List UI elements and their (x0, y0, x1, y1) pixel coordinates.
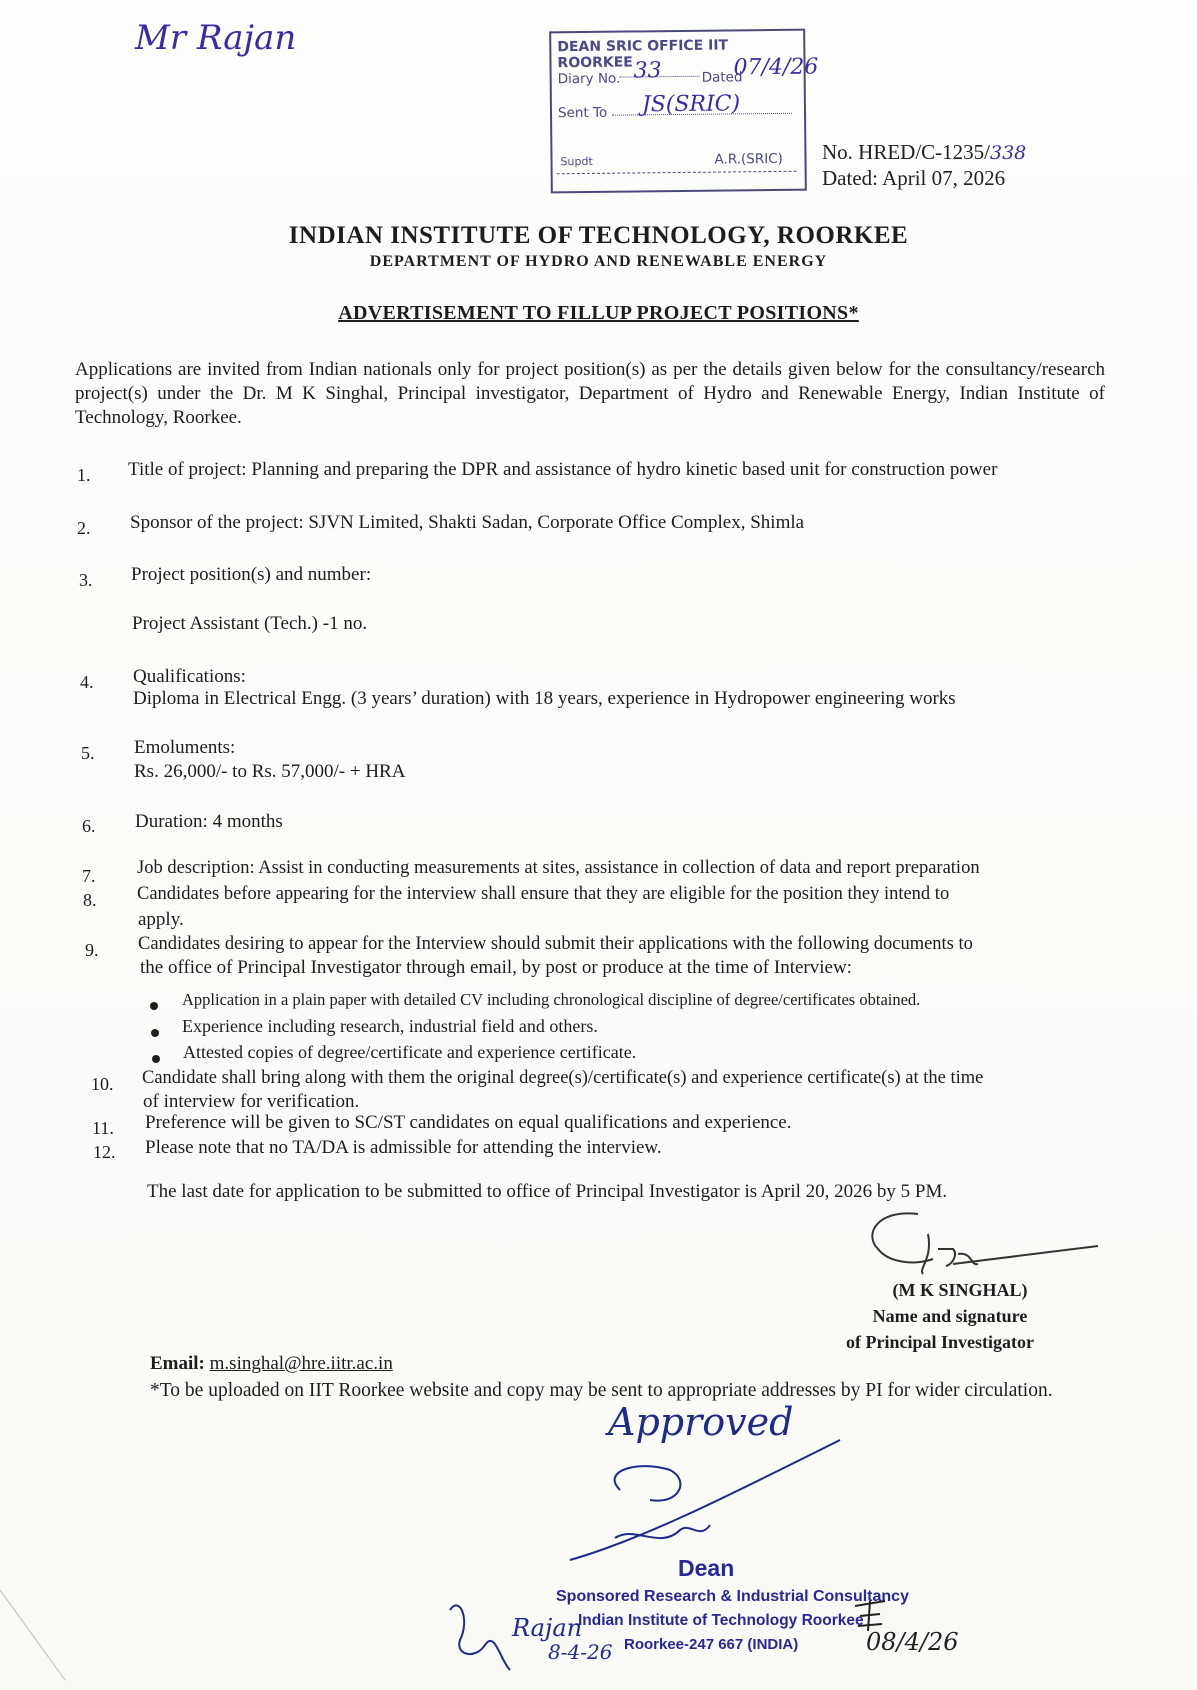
stamp-right-sign: A.R.(SRIC) (714, 150, 783, 168)
item-text: Please note that no TA/DA is admissible for attending the interview. (145, 1137, 662, 1158)
item-number: 7. (82, 866, 96, 886)
dean-office-line: Sponsored Research & Industrial Consultancy (556, 1588, 909, 1605)
page-fold-mark (0, 1580, 70, 1690)
dean-institute-line: Indian Institute of Technology Roorkee (578, 1612, 864, 1629)
institute-name: INDIAN INSTITUTE OF TECHNOLOGY, ROORKEE (288, 222, 909, 249)
item-number: 8. (83, 890, 97, 910)
item-text: Preference will be given to SC/ST candidates on equal qualifications and experience. (145, 1112, 792, 1133)
pi-signature-image (858, 1204, 1108, 1284)
item-text: Candidates desiring to appear for the Interview should submit their applications with the following documents to (138, 934, 973, 954)
stamp-left-sign: Supdt (560, 154, 593, 169)
bottom-left-date: 8-4-26 (548, 1640, 613, 1664)
department-name: DEPARTMENT OF HYDRO AND RENEWABLE ENERGY (369, 253, 828, 270)
item-subtext: Project Assistant (Tech.) -1 no. (132, 613, 368, 634)
pi-signature-label: Name and signature (872, 1306, 1028, 1326)
bottom-left-signature: Rajan (512, 1614, 583, 1642)
dean-address-line: Roorkee-247 667 (INDIA) (624, 1636, 799, 1653)
item-text: Sponsor of the project: SJVN Limited, Shakti Sadan, Corporate Office Complex, Shimla (130, 512, 805, 533)
diary-stamp (549, 29, 819, 194)
email-line (150, 1352, 393, 1376)
item-text: Qualifications: (133, 666, 246, 687)
item-number: 4. (80, 672, 94, 692)
handwritten-note: Mr Rajan (135, 18, 297, 58)
pi-name: (M K SINGHAL) (892, 1280, 1028, 1300)
stamp-diary-no: 33 (633, 58, 662, 84)
dean-title: Dean (678, 1555, 735, 1581)
item-subtext: Diploma in Electrical Engg. (3 years’ duration) with 18 years, experience in Hydropower engineering works (133, 688, 956, 709)
bottom-right-scribble (850, 1596, 890, 1636)
advertisement-title: ADVERTISEMENT TO FILLUP PROJECT POSITIONS* (338, 302, 859, 324)
item-number: 6. (82, 816, 96, 836)
last-date-note: The last date for application to be submitted to office of Principal Investigator is April 20, 2026 by 5 PM. (147, 1181, 948, 1202)
item-number: 3. (79, 570, 93, 590)
item-text: Duration: 4 months (135, 811, 283, 832)
item-text-continued: apply. (138, 909, 184, 930)
item-number: 2. (77, 518, 91, 538)
item-text: Project position(s) and number: (131, 564, 372, 585)
bullet-dot (151, 1029, 159, 1037)
item-number: 10. (91, 1074, 114, 1094)
item-number: 9. (85, 940, 99, 960)
bullet-text: Experience including research, industrial field and others. (182, 1016, 598, 1036)
stamp-diary-label: Diary No. (557, 70, 621, 88)
stamp-sent-value: JS(SRIC) (641, 91, 741, 118)
footnote: *To be uploaded on IIT Roorkee website and copy may be sent to appropriate addresses by PI for wider circulation. (150, 1380, 1053, 1401)
item-text: Title of project: Planning and preparing the DPR and assistance of hydro kinetic based unit for construction power (128, 459, 998, 480)
item-text-continued: of interview for verification. (143, 1091, 360, 1112)
item-text: Candidates before appearing for the interview shall ensure that they are eligible for the position they intend to (137, 884, 950, 904)
item-subtext: Rs. 26,000/- to Rs. 57,000/- + HRA (134, 761, 406, 782)
item-text: Emoluments: (134, 737, 236, 758)
item-number: 1. (77, 465, 91, 485)
reference-number: No. HRED/C-1235/338 (822, 140, 1027, 164)
email-label: Email: (150, 1353, 205, 1374)
reference-date: Dated: April 07, 2026 (822, 166, 1006, 190)
item-number: 5. (81, 743, 95, 763)
stamp-sent-label: Sent To (557, 104, 608, 122)
item-text-continued: the office of Principal Investigator through email, by post or produce at the time of Interview: (140, 957, 852, 978)
email-link[interactable]: m.singhal@hre.iitr.ac.in (209, 1353, 393, 1374)
bullet-text: Attested copies of degree/certificate and experience certificate. (183, 1042, 637, 1062)
item-text: Job description: Assist in conducting measurements at sites, assistance in collection of data and report preparation (137, 858, 980, 878)
pi-role-label: of Principal Investigator (846, 1332, 1034, 1352)
stamp-dated-label: Dated (701, 69, 743, 86)
bullet-dot (152, 1055, 160, 1063)
stamp-bottom-rule (557, 171, 797, 175)
bullet-text: Application in a plain paper with detailed CV including chronological discipline of degree/certificates obtained. (182, 990, 921, 1009)
item-text: Candidate shall bring along with them the original degree(s)/certificate(s) and experience certificate(s) at the time (142, 1068, 984, 1088)
item-number: 11. (92, 1118, 114, 1138)
stamp-office: DEAN SRIC OFFICE IIT ROORKEE (557, 37, 729, 72)
approved-handwriting: Approved (608, 1400, 794, 1444)
item-number: 12. (93, 1142, 116, 1162)
bottom-right-date: 08/4/26 (866, 1628, 959, 1656)
stamp-dated-value: 07/4/26 (733, 54, 819, 81)
bullet-dot (150, 1002, 158, 1010)
intro-paragraph: Applications are invited from Indian nationals only for project position(s) as per the details given below for the consultancy/research project(s) under the Dr. M K Singhal, Principal investigator, Department of Hydro and Renewable Energy, Indian Institute of Technology, Roorkee. (75, 359, 1105, 428)
bottom-left-scribble (440, 1590, 520, 1680)
